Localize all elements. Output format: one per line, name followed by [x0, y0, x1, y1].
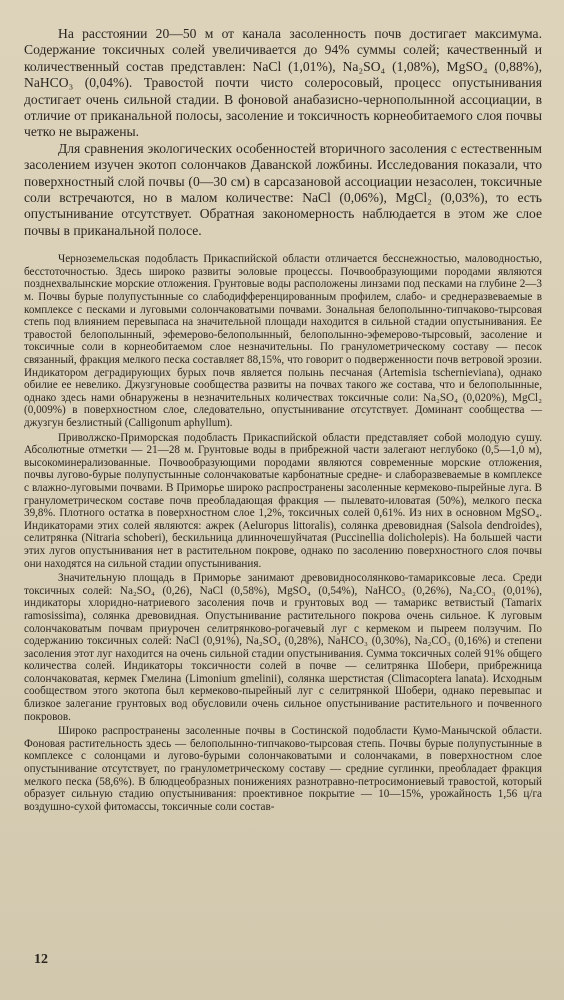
paragraph-chernozemelskaya: Черноземельская подобласть Прикаспийской области отличается бесснежностью, маловодностью, бесстоточностью. Здесь широко развиты эоловые процессы. Почвообразующими породами являются позднехвалынские морские отложения. Грунтовые воды расположены линзами под песками на глубине 2—3 м. Почвы бурые полупустынные со слабодифференцированным профилем, слабо- и среднеразвеваемые в комплексе с песками и луговыми солончаковатыми почвами. Зональная белополынно-типчаково-тырсовая степь под влиянием перевыпаса на значительной площади находится в сильной стадии опустынивания. Ее травостой белополынный, эфемерово-белополынный, белополынно-эфемерово-тырсовый, засоление и токсичные соли в корнеобитаемом слое незначительны. По гранулометрическому составу — песок связанный, фракция мелкого песка составляет 88,15%, что говорит о подверженности почв ветровой эрозии. Индикатором деградирующих бурых почв является полынь песчаная (Artemisia tschernieviana), однако обилие ее невелико. Джузгуновые сообщества развиты на почвах такого же состава, что и белополынные, однако здесь нами обнаружены в незначительных количествах токсичные соли: Na₂SO₄ (0,020%), MgCl₂ (0,009%) в поверхностном слое, следовательно, опустынивание отсутствует. Доминант сообщества — джузгун безлистный (Calligonum aphyllum). — [24, 253, 542, 429]
paragraph-ecological-comparison: Для сравнения экологических особенностей вторичного засоления с естественным засолением изучен экотоп солончаков Даванской ложбины. Исследования показали, что поверхностный слой почвы (0—30 см) в сарсазановой ассоциации незасолен, токсичные соли встречаются, но в малом количестве: NaCl (0,06%), MgCl₂ (0,03%), то есть опустынивание отсутствует. Обратная закономерность наблюдается в этом же слое почвы в приканальной полосе. — [24, 140, 542, 238]
paragraph-sostinskaya: Широко распространены засоленные почвы в Состинской подобласти Кумо-Манычской области. Фоновая растительность здесь — белополынно-типчаково-тырсовая степь. Почвы бурые полупустынные в комплексе с солонцами и лугово-бурыми солончаковатыми и солончаками, в поверхностном слое опустынивание отсутствует, по гранулометрическому составу — средние суглинки, преобладает фракция мелкого песка (58,6%). В блюдцеобразных понижениях разнотравно-петросимониевый травостой, который образует сильную стадию опустынивания: проективное покрытие — 10—15%, урожайность 1,56 ц/га воздушно-сухой фитомассы, токсичные соли состав- — [24, 725, 542, 813]
small-text-block — [24, 253, 542, 813]
main-text-block — [24, 26, 542, 239]
paragraph-privolzhsko-primorskaya: Приволжско-Приморская подобласть Прикаспийской области представляет собой молодую сушу. Абсолютные отметки — 21—28 м. Грунтовые воды в прибрежной части залегают неглубоко (0,5—1,0 м), высокоминерализованные. Почвообразующими породами являются современные морские отложения, почвы лугово-бурые полупустынные солончаковатые карбонатные средне- и слаборазвеваемые в комплексе с влажно-луговыми почвами. В Приморье широко распространены засоленные кермеково-пырейные луга. В гранулометрическом составе почв преобладающая фракция — пылевато-иловатая (50%), мелкого песка 39,8%. Плотного остатка в поверхностном слое 1,2%, токсичных солей 0,61%. Из них в основном MgSO₄. Индикаторами этих солей являются: ажрек (Aeluropus littoralis), солянка древовидная (Salsola dendroides), селитрянка (Nitraria schoberi), бескильница длинночешуйчатая (Puccinellia dolicholepis). На большей части этих лугов опустынивания нет в растительном покрове, однако по засолению поверхностного слоя почвы они находятся на сильной стадии опустынивания. — [24, 431, 542, 570]
page-number: 12 — [34, 952, 48, 967]
paragraph-tamarisk-forests: Значительную площадь в Приморье занимают древовидносолянково-тамариксовые леса. Среди токсичных солей: Na₂SO₄ (0,26), NaCl (0,58%), MgSO₄ (0,54%), NaHCO₃ (0,26%), Na₂CO₃ (0,01%), индикаторы хлоридно-натриевого засоления почв и грунтовых вод — тамарикс ветвистый (Tamarix ramosissima), солянка древовидная. Опустынивание растительного покрова очень сильное. К луговым солончаковатым почвам приурочен селитрянково-рогачевый луг с кермеком и пыреем ползучим. По содержанию токсичных солей: NaCl (0,91%), Na₂SO₄ (0,28%), NaHCO₃ (0,30%), Na₂CO₃ (0,16%) и степени засоления этот луг находится на очень сильной стадии опустынивания. Сумма токсичных солей 91% общего количества солей. Индикаторы токсичности солей в почве — селитрянка Шобери, прибрежница солончаковатая, кермек Гмелина (Limonium gmelinii), солянка шерстистая (Climacoptera lanata). Исходным сообществом этого экотопа был кермеково-пырейный луг с селитрянкой Шобери, однако перевыпас и близкое залегание грунтовых вод обусловили очень сильное опустынивание растительного и почвенного покровов. — [24, 572, 542, 723]
paragraph-salinity-maximum: На расстоянии 20—50 м от канала засоленность почв достигает максимума. Содержание токсичных солей увеличивается до 94% суммы солей; качественный и количественный состав представлен: NaCl (1,01%), Na₂SO₄ (1,08%), MgSO₄ (0,88%), NaHCO₃ (0,04%). Травостой почти чисто солеросовый, процесс опустынивания достигает очень сильной стадии. В фоновой анабазисно-чернополынной ассоциации, в отличие от приканальной полосы, засоление и токсичность корнеобитаемого слоя почвы четко не выражены. — [24, 26, 542, 140]
